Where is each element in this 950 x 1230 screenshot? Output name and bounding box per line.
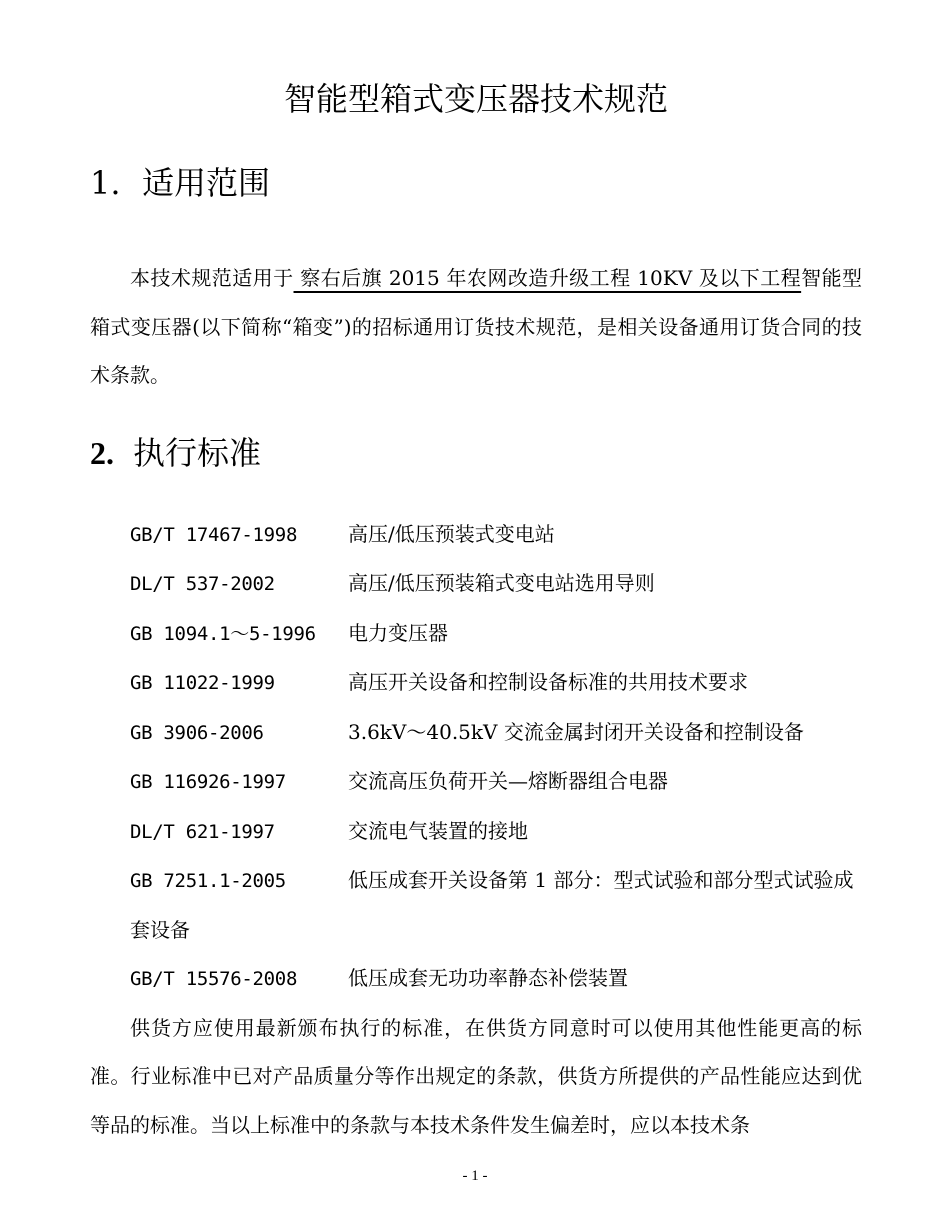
section-2-number: 2. bbox=[90, 434, 114, 471]
standard-code: GB 116926-1997 bbox=[130, 771, 286, 793]
project-name: 察右后旗 2015 年农网改造升级工程 10KV 及以下工程 bbox=[293, 266, 802, 290]
standard-name: 3.6kV～40.5kV 交流金属封闭开关设备和控制设备 bbox=[348, 719, 804, 744]
scope-prefix: 本技术规范适用于 bbox=[130, 266, 294, 290]
standard-item bbox=[90, 807, 862, 857]
standard-name: 低压成套无功功率静态补偿装置 bbox=[348, 966, 628, 990]
standard-code: GB 11022-1999 bbox=[130, 672, 275, 694]
standard-code: DL/T 537-2002 bbox=[130, 573, 275, 595]
standard-name: 高压/低压预装式变电站 bbox=[348, 521, 555, 546]
standard-code: GB 1094.1～5-1996 bbox=[130, 622, 316, 645]
standard-name: 交流电气装置的接地 bbox=[348, 818, 528, 843]
section-2-heading bbox=[90, 431, 862, 475]
standard-code: GB/T 17467-1998 bbox=[130, 523, 298, 546]
standard-item bbox=[90, 658, 862, 708]
standard-code: GB 7251.1-2005 bbox=[130, 870, 286, 892]
standard-item bbox=[90, 757, 862, 807]
standards-list bbox=[90, 510, 862, 1004]
standard-code: DL/T 621-1997 bbox=[130, 820, 275, 843]
scope-paragraph bbox=[90, 254, 862, 400]
standard-item bbox=[90, 708, 862, 758]
standard-name: 交流高压负荷开关—熔断器组合电器 bbox=[348, 769, 668, 793]
section-1-number: 1. bbox=[90, 164, 121, 202]
standard-code: GB/T 15576-2008 bbox=[130, 968, 298, 990]
standard-code: GB 3906-2006 bbox=[130, 721, 264, 744]
standard-name: 低压成套开关设备第 1 部分：型式试验和部分型式试验成套设备 bbox=[130, 868, 854, 942]
section-1-heading bbox=[90, 161, 862, 205]
scope-suffix: 智能型箱式变压器(以下简称“箱变”)的招标通用订货技术规范，是相关设备通用订货合同的技术条款。 bbox=[90, 266, 863, 387]
standard-item bbox=[90, 954, 862, 1004]
closing-paragraph: 供货方应使用最新颁布执行的标准，在供货方同意时可以使用其他性能更高的标准。行业标准中已对产品质量分等作出规定的条款，供货方所提供的产品性能应达到优等品的标准。当以上标准中的条款与本技术条件发生偏差时，应以本技术条 bbox=[90, 1015, 862, 1137]
standard-item bbox=[90, 510, 862, 560]
standard-item bbox=[90, 609, 862, 659]
standard-item bbox=[90, 559, 862, 609]
standard-name: 电力变压器 bbox=[348, 620, 448, 645]
standard-name: 高压/低压预装箱式变电站选用导则 bbox=[348, 571, 655, 595]
page-number: - 1 - bbox=[462, 1168, 488, 1184]
standard-item bbox=[90, 856, 862, 954]
document-title: 智能型箱式变压器技术规范 bbox=[283, 80, 668, 118]
standard-name: 高压开关设备和控制设备标准的共用技术要求 bbox=[348, 670, 748, 694]
section-2-title: 执行标准 bbox=[133, 433, 262, 472]
section-1-title: 适用范围 bbox=[142, 164, 271, 202]
